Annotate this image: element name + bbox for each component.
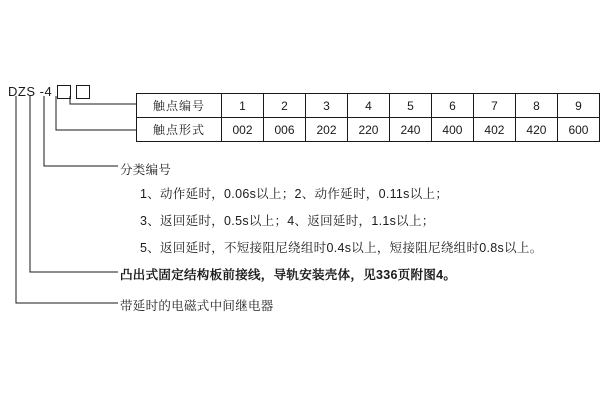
annotation-category: 分类编号 — [120, 163, 172, 177]
annotation-delay-line-2: 3、返回延时，0.5s以上；4、返回延时，1.1s以上； — [140, 214, 435, 228]
cell-number-8: 8 — [515, 94, 557, 118]
cell-number-3: 3 — [306, 94, 348, 118]
model-box-1 — [57, 85, 71, 99]
cell-form-1: 002 — [222, 118, 264, 142]
cell-number-4: 4 — [347, 94, 389, 118]
cell-form-4: 220 — [347, 118, 389, 142]
model-box-2 — [76, 85, 90, 99]
cell-form-3: 202 — [306, 118, 348, 142]
annotation-structure: 凸出式固定结构板前接线，导轨安装壳体，见336页附图4。 — [120, 268, 457, 282]
cell-form-6: 400 — [431, 118, 473, 142]
cell-form-5: 240 — [389, 118, 431, 142]
table-row-forms — [137, 118, 600, 142]
row-header-contact-form: 触点形式 — [137, 118, 222, 142]
model-code-text: DZS -4 — [8, 84, 53, 99]
contact-table — [136, 93, 600, 142]
annotation-delay-line-1: 1、动作延时，0.06s以上；2、动作延时，0.11s以上； — [140, 187, 449, 201]
row-header-contact-number: 触点编号 — [137, 94, 222, 118]
cell-number-7: 7 — [473, 94, 515, 118]
annotation-device: 带延时的电磁式中间继电器 — [120, 299, 274, 313]
cell-number-6: 6 — [431, 94, 473, 118]
table-row-numbers — [137, 94, 600, 118]
cell-form-8: 420 — [515, 118, 557, 142]
cell-number-9: 9 — [557, 94, 599, 118]
cell-form-7: 402 — [473, 118, 515, 142]
annotation-delay-line-3: 5、返回延时，不短接阻尼绕组时0.4s以上，短接阻尼绕组时0.8s以上。 — [140, 241, 543, 255]
contact-table-wrap — [136, 93, 600, 142]
cell-form-2: 006 — [264, 118, 306, 142]
cell-number-2: 2 — [264, 94, 306, 118]
cell-number-5: 5 — [389, 94, 431, 118]
cell-form-9: 600 — [557, 118, 599, 142]
model-code — [8, 84, 90, 99]
cell-number-1: 1 — [222, 94, 264, 118]
